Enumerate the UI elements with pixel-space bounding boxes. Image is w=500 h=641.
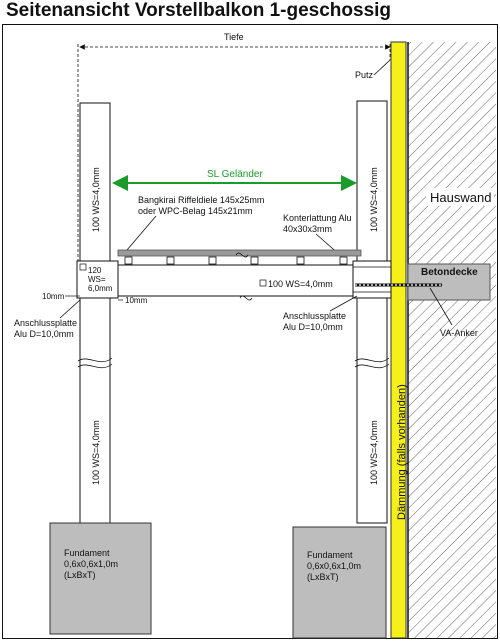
beam-break-mark — [240, 296, 252, 300]
fundament-left-line2: 0,6x0,6x1,0m — [64, 559, 119, 569]
anschluss-right-leader — [330, 296, 357, 311]
batten-profile — [209, 257, 216, 264]
va-anker-label: VA-Anker — [440, 328, 478, 338]
railing-label: SL Geländer — [207, 169, 263, 180]
tiefe-label: Tiefe — [224, 32, 244, 42]
beam-10mm-label: 10mm — [125, 296, 148, 305]
batten-profile — [297, 257, 304, 264]
anschluss-right-line2: Alu D=10,0mm — [283, 322, 343, 332]
left-post-lower-label: 100 WS=4,0mm — [91, 420, 101, 485]
fundament-right-line1: Fundament — [307, 550, 353, 560]
deck-leader — [127, 216, 156, 250]
right-connection-block — [353, 261, 391, 298]
stub-label-line2: WS= — [88, 275, 106, 284]
anschluss-left-line2: Alu D=10,0mm — [14, 329, 74, 339]
deck-label-line1: Bangkirai Riffeldiele 145x25mm — [138, 195, 265, 205]
anschluss-left-line1: Anschlussplatte — [14, 318, 78, 328]
beam-profile-symbol — [260, 280, 266, 286]
fundament-right-line3: (LxBxT) — [307, 572, 339, 582]
right-post-upper-label: 100 WS=4,0mm — [369, 167, 379, 232]
konter-label-line1: Konterlattung Alu — [283, 213, 352, 223]
left-post-upper-label: 100 WS=4,0mm — [91, 167, 101, 232]
putz-leader — [374, 60, 390, 75]
left-10mm-label: 10mm — [42, 292, 65, 301]
right-foundation — [293, 527, 386, 638]
putz-label: Putz — [355, 70, 374, 80]
drawing-title: Seitenansicht Vorstellbalkon 1-geschossig — [6, 0, 392, 21]
right-post-lower — [357, 298, 387, 523]
right-post-lower-label: 100 WS=4,0mm — [369, 420, 379, 485]
batten-profile — [125, 257, 132, 264]
deck-label-line2: oder WPC-Belag 145x21mm — [138, 206, 253, 216]
anschluss-right-line1: Anschlussplatte — [283, 311, 347, 321]
stub-profile-symbol — [80, 264, 86, 270]
hauswand-label: Hauswand — [430, 190, 492, 205]
house-wall-hatch — [408, 42, 496, 638]
beam-label: 100 WS=4,0mm — [268, 279, 333, 289]
fundament-left-line3: (LxBxT) — [64, 570, 96, 580]
fundament-right-line2: 0,6x0,6x1,0m — [307, 561, 362, 571]
batten-profile — [340, 257, 347, 264]
betondecke-label: Betondecke — [421, 267, 478, 278]
batten-profile — [167, 257, 174, 264]
fundament-left-line1: Fundament — [64, 548, 110, 558]
stub-label-line1: 120 — [88, 266, 102, 275]
left-post-lower — [80, 298, 110, 523]
anschluss-left-leader — [60, 300, 80, 318]
batten-profile — [251, 257, 258, 264]
stub-label-line3: 6,0mm — [88, 284, 113, 293]
konter-label-line2: 40x30x3mm — [283, 224, 333, 234]
daemmung-label: Dämmung (falls vorhanden) — [396, 384, 408, 520]
insulation-layer — [391, 42, 406, 638]
